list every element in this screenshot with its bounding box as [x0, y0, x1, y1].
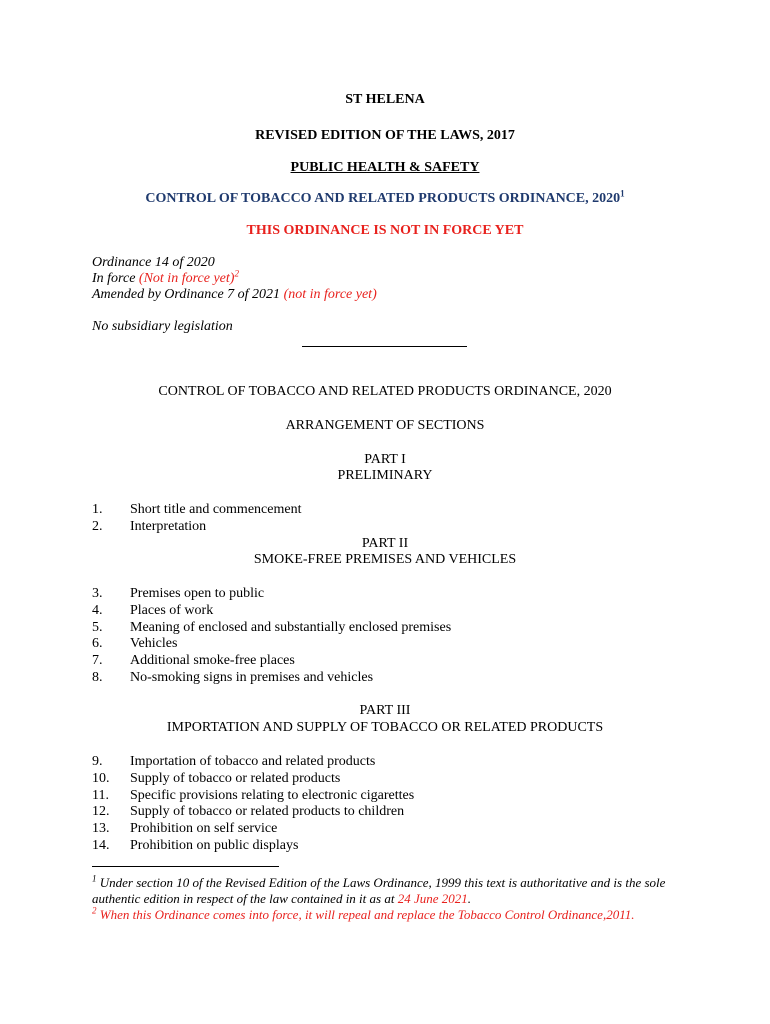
section-title: Supply of tobacco or related products — [130, 770, 341, 786]
footnote-2-text: When this Ordinance comes into force, it will repeal and replace the Tobacco Control Ordinance,2011. — [96, 907, 635, 922]
amended-value: (not in force yet) — [283, 287, 377, 302]
section-title: Premises open to public — [130, 586, 265, 601]
section-item[interactable] — [92, 670, 451, 687]
footnote-separator — [92, 866, 279, 867]
ordinance-number: Ordinance 14 of 2020 — [92, 255, 215, 270]
section-title: Specific provisions relating to electronic cigarettes — [130, 787, 415, 803]
section-number: 11. — [92, 787, 109, 803]
footnote-2-mark: 2 — [92, 905, 97, 916]
section-number: 13. — [92, 821, 110, 837]
section-number: 7. — [92, 653, 103, 669]
section-item[interactable] — [92, 771, 414, 788]
arrangement-title: CONTROL OF TOBACCO AND RELATED PRODUCTS ORDINANCE, 2020 — [158, 384, 612, 399]
section-item[interactable] — [92, 788, 414, 805]
section-title: Interpretation — [130, 518, 207, 534]
footnote-1-end: . — [467, 890, 471, 906]
section-number: 4. — [92, 602, 103, 618]
amended-label: Amended by Ordinance 7 of 2021 — [92, 287, 284, 302]
ordinance-title-text: CONTROL OF TOBACCO AND RELATED PRODUCTS ORDINANCE, 2020 — [145, 191, 621, 206]
footnote-1-text: Under section 10 of the Revised Edition of the Laws Ordinance, 1999 this text is authoritative and is the sole authentic edition in respect of the law contained in it as at — [92, 875, 666, 906]
section-title: Supply of tobacco or related products to children — [130, 804, 405, 820]
part-2-label: PART II — [361, 536, 409, 551]
in-force-line — [92, 268, 239, 288]
footnote-ref-2[interactable]: 2 — [234, 268, 239, 279]
part-2-sections — [92, 586, 451, 687]
section-number: 8. — [92, 669, 103, 685]
section-title: No-smoking signs in premises and vehicles — [130, 669, 374, 685]
section-item[interactable] — [92, 804, 414, 821]
section-number: 10. — [92, 770, 110, 786]
part-3-name: IMPORTATION AND SUPPLY OF TOBACCO OR RELATED PRODUCTS — [166, 720, 604, 735]
section-item[interactable] — [92, 519, 301, 536]
section-number: 9. — [92, 754, 103, 769]
part-1-name: PRELIMINARY — [337, 468, 433, 483]
section-number: 3. — [92, 586, 103, 601]
section-title: Prohibition on self service — [130, 821, 278, 837]
separator-line — [302, 346, 467, 347]
part-1-label: PART I — [364, 452, 406, 467]
part-3-sections — [92, 754, 414, 855]
section-item[interactable] — [92, 586, 451, 603]
section-number: 6. — [92, 636, 103, 652]
section-title: Vehicles — [130, 636, 178, 652]
footnote-1 — [92, 875, 692, 907]
section-item[interactable] — [92, 502, 301, 519]
section-item[interactable] — [92, 754, 414, 771]
status-notice: THIS ORDINANCE IS NOT IN FORCE YET — [246, 223, 524, 238]
section-item[interactable] — [92, 821, 414, 838]
section-item[interactable] — [92, 653, 451, 670]
part-2-name: SMOKE-FREE PREMISES AND VEHICLES — [253, 552, 517, 567]
section-item[interactable] — [92, 620, 451, 637]
part-3-label: PART III — [359, 703, 411, 718]
section-number: 14. — [92, 837, 110, 853]
section-number: 12. — [92, 804, 110, 820]
amended-line — [92, 287, 377, 304]
section-title: Importation of tobacco and related products — [130, 754, 376, 769]
footnote-1-mark: 1 — [92, 873, 97, 884]
in-force-label: In force — [92, 271, 139, 286]
footnote-ref-1[interactable]: 1 — [620, 188, 625, 199]
section-number: 5. — [92, 619, 103, 635]
section-title: Additional smoke-free places — [130, 653, 295, 669]
section-title: Meaning of enclosed and substantially enclosed premises — [130, 619, 452, 635]
subsidiary-line: No subsidiary legislation — [92, 319, 233, 334]
ordinance-title — [0, 188, 770, 208]
section-item[interactable] — [92, 603, 451, 620]
section-number: 2. — [92, 518, 103, 534]
in-force-value: (Not in force yet) — [138, 271, 235, 286]
jurisdiction-heading: ST HELENA — [345, 92, 425, 107]
section-item[interactable] — [92, 636, 451, 653]
section-title: Places of work — [130, 602, 214, 618]
section-title: Short title and commencement — [130, 502, 302, 517]
arrangement-heading: ARRANGEMENT OF SECTIONS — [285, 418, 485, 433]
category-heading: PUBLIC HEALTH & SAFETY — [290, 160, 480, 175]
part-1-sections — [92, 502, 301, 536]
section-number: 1. — [92, 502, 103, 517]
edition-heading: REVISED EDITION OF THE LAWS, 2017 — [255, 128, 515, 143]
section-item[interactable] — [92, 838, 414, 855]
footnote-1-date: 24 June 2021 — [397, 890, 468, 906]
footnote-2 — [92, 907, 692, 923]
section-title: Prohibition on public displays — [130, 837, 299, 853]
